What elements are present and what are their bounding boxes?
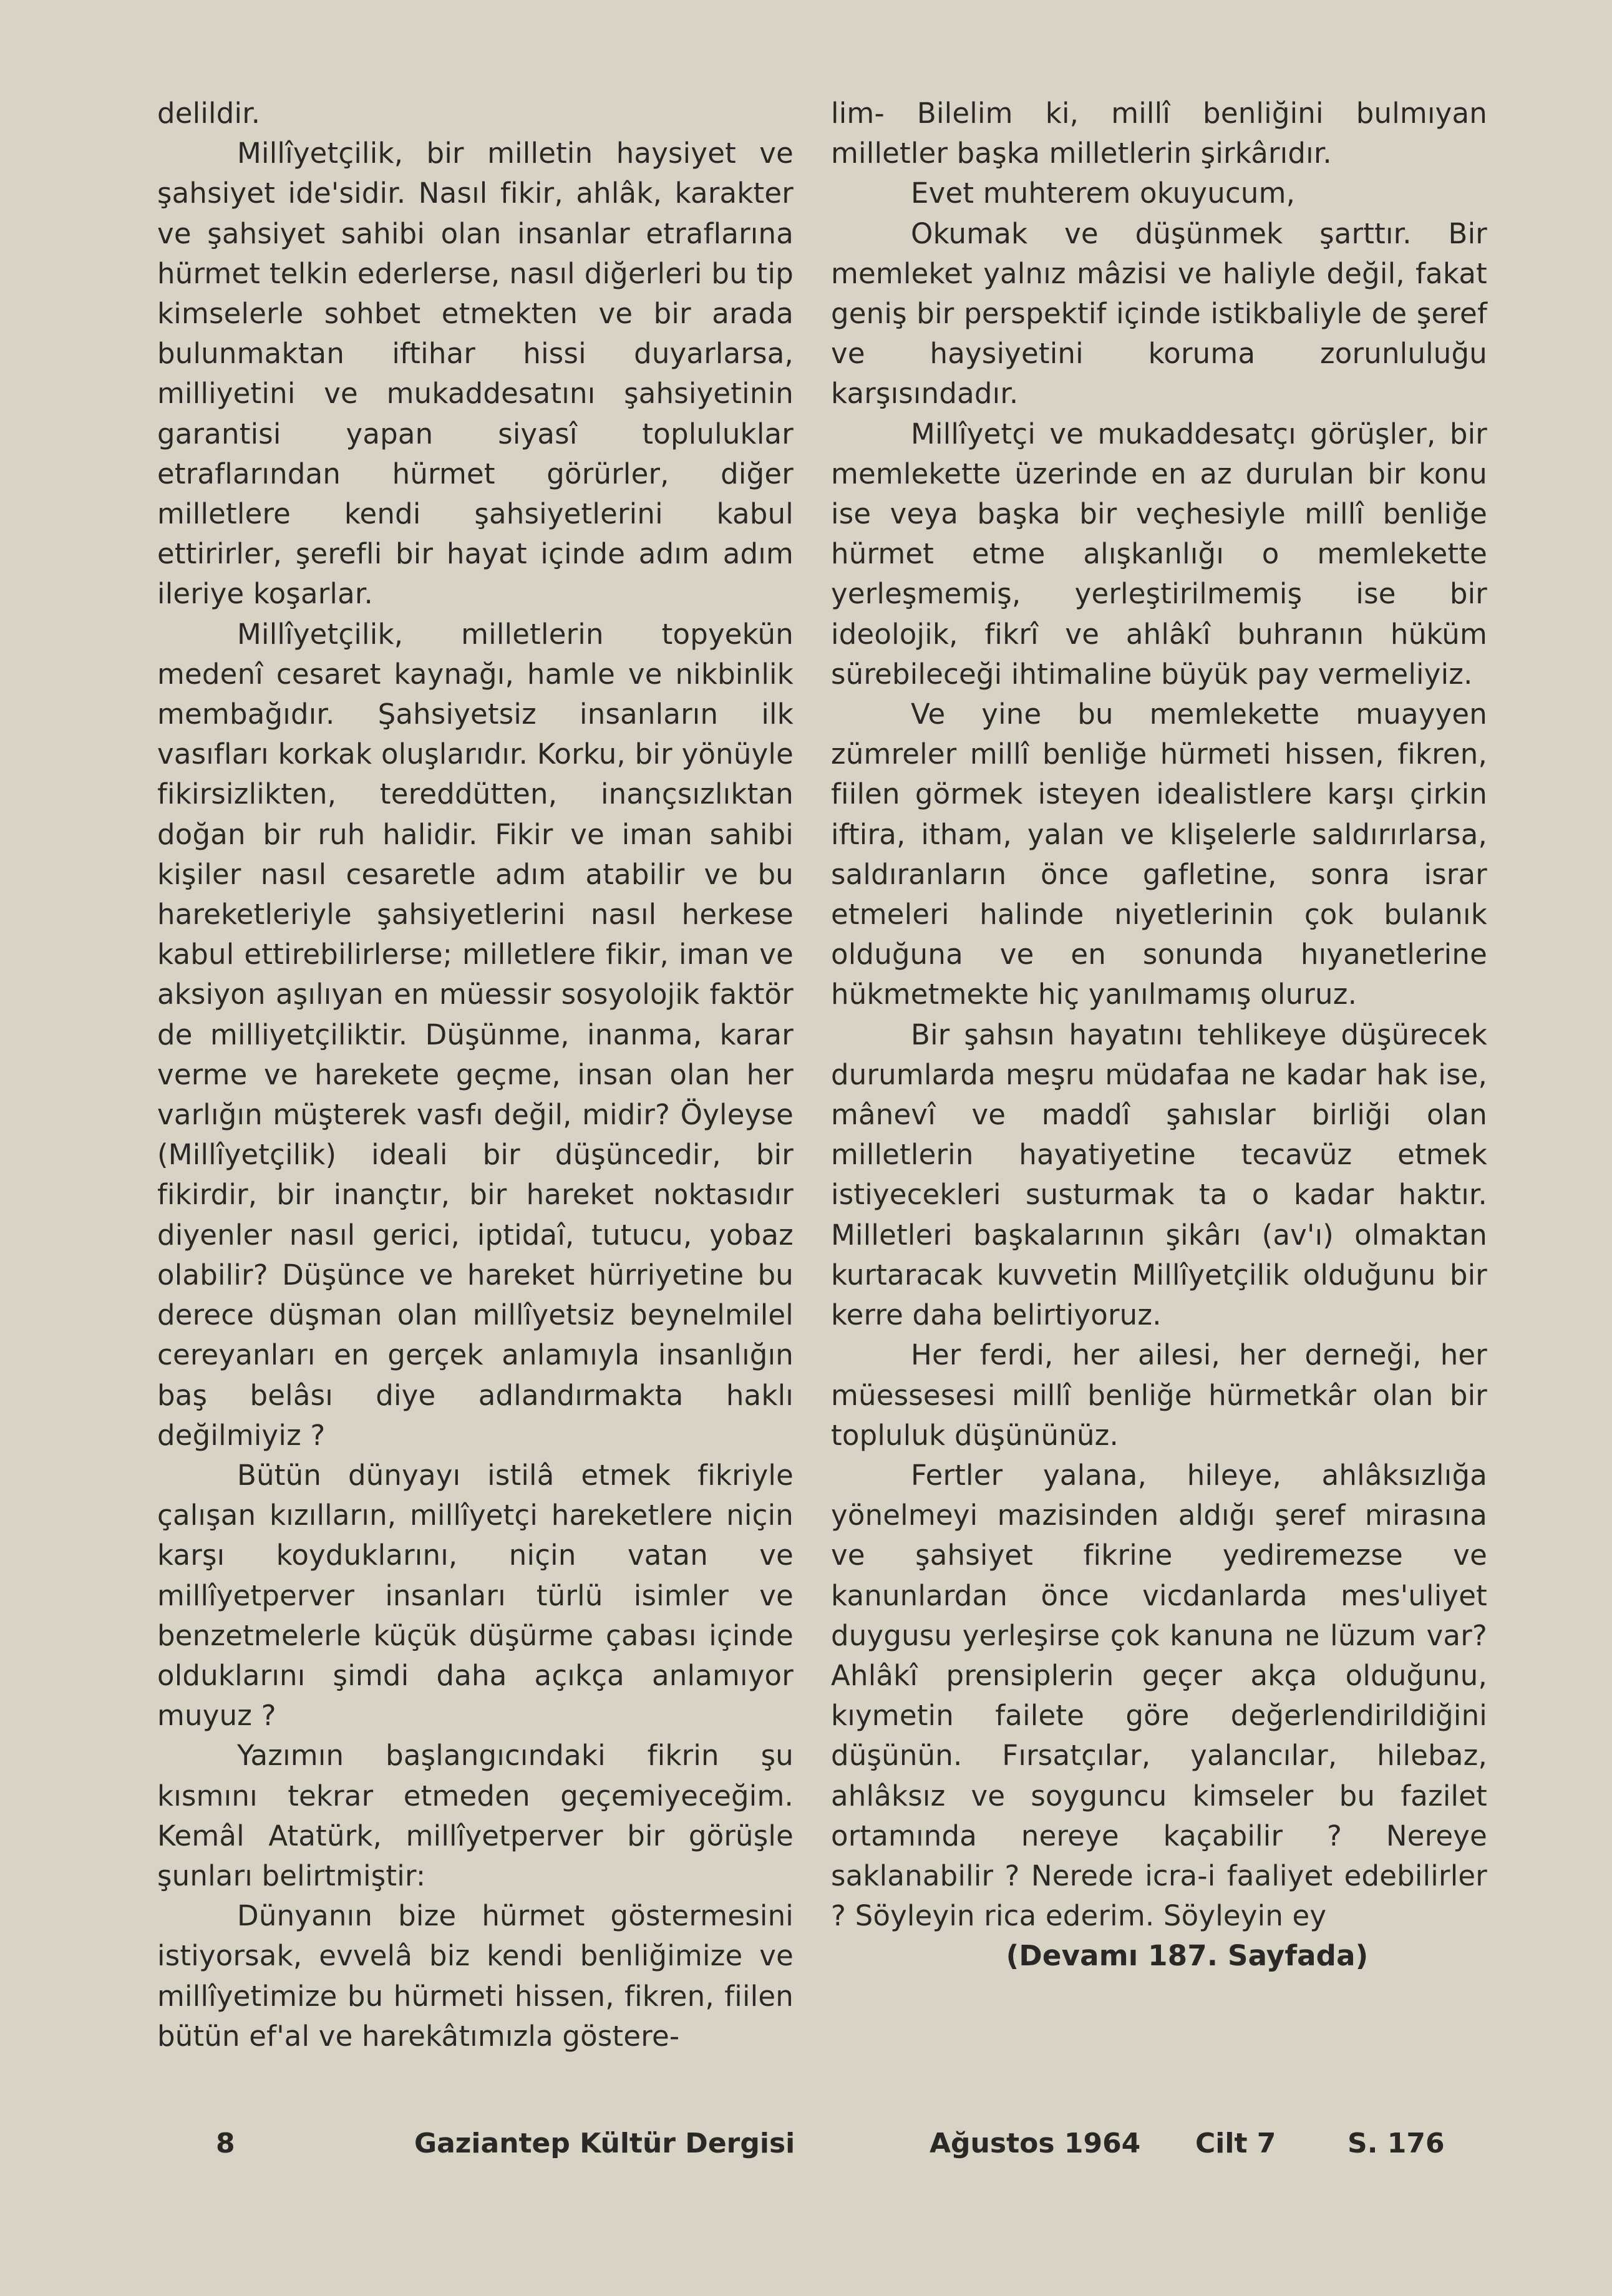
right-paragraph: Ve yine bu memlekette muayyen zümreler millî benliğe hürmeti hissen, fikren, fiilen görmek isteyen idealistlere karşı çirkin iftira, itham, yalan ve klişelerle saldırırlarsa, saldıranların önce gafletine, sonra israr etmeleri halinde niyetlerinin çok bulanık olduğuna ve en sonunda hıyanetlerine hükmetmekte hiç yanılmamış oluruz. <box>831 698 1487 1011</box>
right-paragraph: Bir şahsın hayatını tehlikeye düşürecek durumlarda meşru müdafaa ne kadar hak ise, mânevî ve maddî şahıslar birliği olan milletlerin hayatiyetine tecavüz etmek istiyecekleri susturmak ta o kadar haktır. Milletleri başkalarının şikârı (av'ı) olmaktan kurtaracak kuvvetin Millîyetçilik olduğunu bir kerre daha belirtiyoruz. <box>831 1018 1487 1332</box>
left-column <box>157 94 794 2056</box>
continuation-note: (Devamı 187. Sayfada) <box>1006 1939 1369 1973</box>
page-number: 8 <box>216 2128 235 2159</box>
issue-date: Ağustos 1964 <box>930 2128 1141 2159</box>
right-paragraph: Fertler yalana, hileye, ahlâksızlığa yönelmeyi mazisinden aldığı şeref mirasına ve şahsiyet fikrine yediremezse ve kanunlardan önce vicdanlarda mes'uliyet duygusu yerleşirse çok kanuna ne lüzum var? Ahlâkî prensiplerin geçer akça olduğunu, kıymetin failete göre değerlendirildiğini düşünün. Fırsatçılar, yalancılar, hilebaz, ahlâksız ve soyguncu kimseler bu fazilet ortamında nereye kaçabilir ? Nereye saklanabilir ? Nerede icra-i faaliyet edebilirler ? Söyleyin rica ederim. Söyleyin ey <box>831 1458 1487 1933</box>
right-paragraph: Her ferdi, her ailesi, her derneği, her müessesesi millî benliğe hürmetkâr olan bir topluluk düşününüz. <box>831 1338 1487 1452</box>
right-paragraph: Okumak ve düşünmek şarttır. Bir memleket yalnız mâzisi ve haliyle değil, fakat geniş bir perspektif içinde istikbaliyle de şeref ve haysiyetini koruma zorunluluğu karşısındadır. <box>831 216 1487 411</box>
volume-number: Cilt 7 <box>1195 2128 1276 2159</box>
issue-number: S. 176 <box>1347 2128 1445 2159</box>
journal-title: Gaziantep Kültür Dergisi <box>414 2128 795 2159</box>
left-paragraph: Millîyetçilik, milletlerin topyekün medenî cesaret kaynağı, hamle ve nikbinlik membağıdır. Şahsiyetsiz insanların ilk vasıfları korkak oluşlarıdır. Korku, bir yönüyle fikirsizlikten, tereddütten, inançsızlıktan doğan bir ruh halidir. Fikir ve iman sahibi kişiler nasıl cesaretle adım atabilir ve bu hareketleriyle şahsiyetlerini nasıl herkese kabul ettirebilirlerse; milletlere fikir, iman ve aksiyon aşılıyan en müessir sosyolojik faktör de milliyetçiliktir. Düşünme, inanma, karar verme ve harekete geçme, insan olan her varlığın müşterek vasfı değil, midir? Öyleyse (Millîyetçilik) ideali bir düşüncedir, bir fikirdir, bir inançtır, bir hareket noktasıdır diyenler nasıl gerici, iptidaî, tutucu, yobaz olabilir? Düşünce ve hareket hürriyetine bu derece düşman olan millîyetsiz beynelmilel cereyanları en gerçek anlamıyla insanlığın baş belâsı diye adlandırmakta haklı değilmiyiz ? <box>157 617 794 1452</box>
right-paragraph: Millîyetçi ve mukaddesatçı görüşler, bir memlekette üzerinde en az durulan bir konu ise veya başka bir veçhesiyle millî benliğe hürmet etme alışkanlığı o memlekette yerleşmemiş, yerleştirilmemiş ise bir ideolojik, fikrî ve ahlâkî buhranın hüküm sürebileceği ihtimaline büyük pay vermeliyiz. <box>831 417 1487 691</box>
right-paragraph: Evet muhterem okuyucum, <box>911 177 1296 210</box>
page-footer <box>0 2128 1612 2165</box>
left-paragraph: Dünyanın bize hürmet göstermesini istiyorsak, evvelâ biz kendi benliğimize ve millîyetimize bu hürmeti hissen, fikren, fiilen bütün ef'al ve harekâtımızla göstere- <box>157 1899 794 2053</box>
left-paragraph: Millîyetçilik, bir milletin haysiyet ve şahsiyet ide'sidir. Nasıl fikir, ahlâk, karakter ve şahsiyet sahibi olan insanlar etraflarına hürmet telkin ederlerse, nasıl diğerleri bu tip kimselerle sohbet etmekten ve bir arada bulunmaktan iftihar hissi duyarlarsa, milliyetini ve mukaddesatını şahsiyetinin garantisi yapan siyasî topluluklar etraflarından hürmet görürler, diğer milletlere kendi şahsiyetlerini kabul ettirirler, şerefli bir hayat içinde adım adım ileriye koşarlar. <box>157 137 794 611</box>
left-paragraph: Bütün dünyayı istilâ etmek fikriyle çalışan kızılların, millîyetçi hareketlere niçin karşı koyduklarını, niçin vatan ve millîyetperver insanları türlü isimler ve benzetmelerle küçük düşürme çabası içinde olduklarını şimdi daha açıkça anlamıyor muyuz ? <box>157 1458 794 1733</box>
right-paragraph: lim- Bilelim ki, millî benliğini bulmıyan milletler başka milletlerin şirkârıdır. <box>831 97 1487 170</box>
left-paragraph: Yazımın başlangıcındaki fikrin şu kısmını tekrar etmeden geçemiyeceğim. Kemâl Atatürk, millîyetperver bir görüşle şunları belirtmiştir: <box>157 1739 794 1892</box>
left-paragraph: delildir. <box>157 97 261 130</box>
right-column <box>831 94 1487 1977</box>
